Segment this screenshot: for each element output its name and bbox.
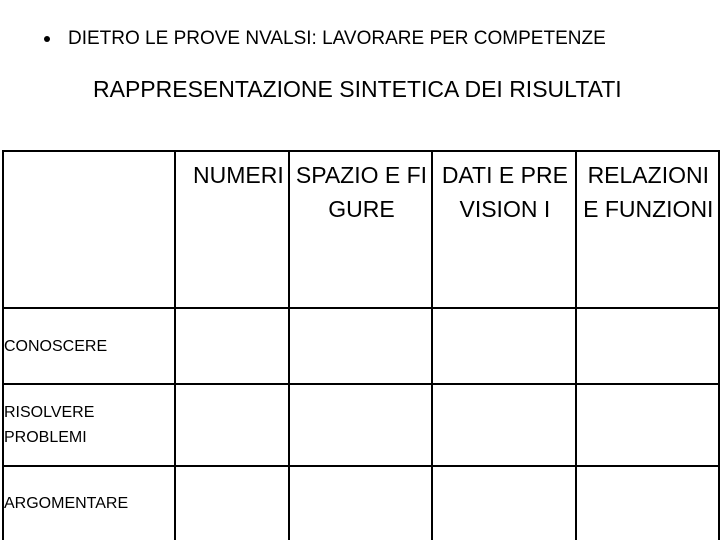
table-cell — [175, 308, 288, 384]
bullet-icon — [44, 36, 50, 42]
table-cell — [175, 384, 288, 466]
table-cell — [576, 466, 719, 540]
table-cell — [289, 384, 432, 466]
header-cell-dati — [432, 151, 575, 308]
table-cell — [432, 308, 575, 384]
results-table — [2, 150, 720, 540]
table-cell — [175, 466, 288, 540]
header-label-relazioni: RELAZIONI E FUNZIONI — [583, 162, 714, 222]
row-label-conoscere: CONOSCERE — [3, 308, 175, 384]
table-cell — [576, 308, 719, 384]
table-row — [3, 308, 719, 384]
header-cell-spazio — [289, 151, 432, 308]
bullet-heading — [44, 28, 606, 50]
row-label-argomentare: ARGOMENTARE — [3, 466, 175, 540]
table-cell — [576, 384, 719, 466]
header-cell-corner — [3, 151, 175, 308]
bullet-heading-text: DIETRO LE PROVE NVALSI: LAVORARE PER COMPETENZE — [68, 28, 606, 49]
header-cell-numeri — [175, 151, 288, 308]
table-cell — [289, 308, 432, 384]
table-cell — [432, 466, 575, 540]
table-row — [3, 384, 719, 466]
table-row — [3, 466, 719, 540]
table-cell — [289, 466, 432, 540]
row-label-risolvere-problemi: RISOLVERE PROBLEMI — [3, 384, 175, 466]
header-label-dati: DATI E PREVISION I — [441, 162, 568, 222]
table-cell — [432, 384, 575, 466]
header-cell-relazioni — [576, 151, 719, 308]
header-label-spazio: SPAZIO E FIGURE — [295, 162, 428, 222]
header-label-numeri: NUMERI — [193, 162, 284, 188]
table-header-row — [3, 151, 719, 308]
slide-subtitle: RAPPRESENTAZIONE SINTETICA DEI RISULTATI — [93, 76, 622, 102]
